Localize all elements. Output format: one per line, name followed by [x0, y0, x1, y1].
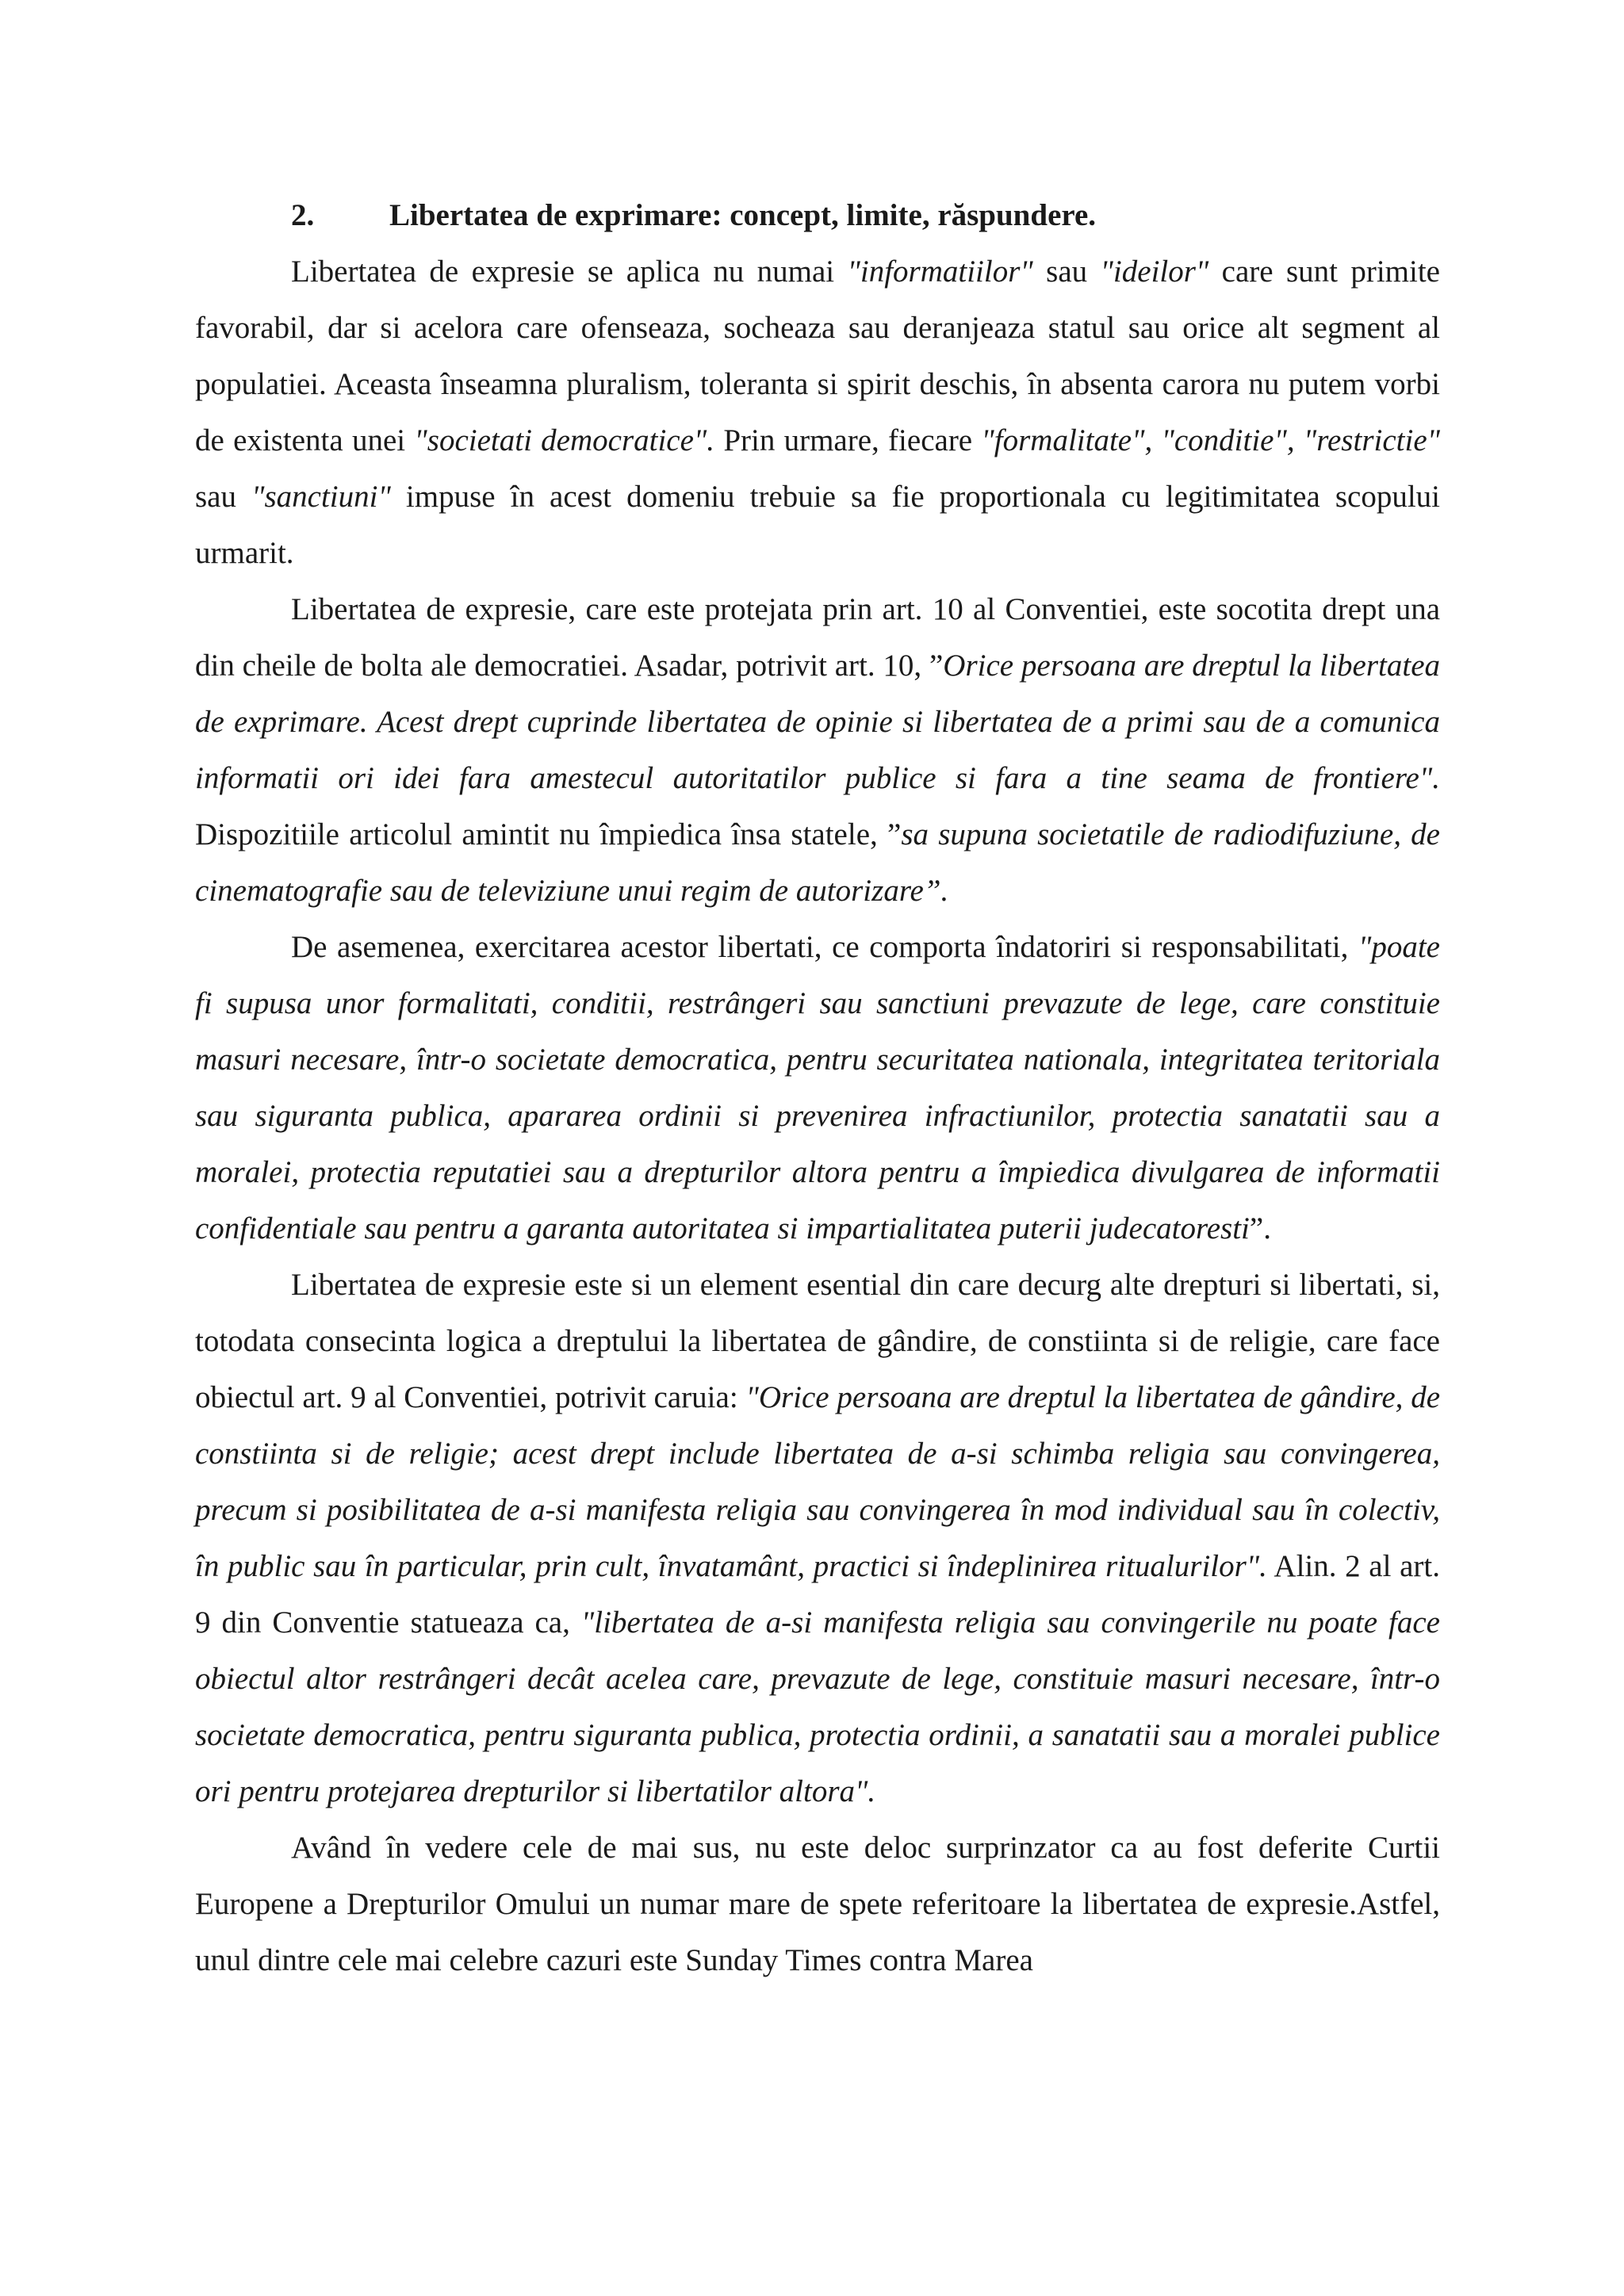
italic-run: "formalitate", "conditie", "restrictie": [981, 423, 1441, 457]
paragraph-1: [195, 243, 1440, 581]
text-run: Alin. 2 al art. 9 din Conventie statueaza ca,: [195, 1549, 1440, 1640]
italic-run: "societati democratice".: [414, 423, 715, 457]
italic-run: "informatiilor": [847, 254, 1033, 289]
text-run: Libertatea de expresie, care este protejata prin art. 10 al Conventiei, este socotita drept una din cheile de bolta ale democratiei. Asadar, potrivit art. 10, ”: [195, 592, 1440, 683]
text-run: care sunt primite favorabil, dar si acelora care ofenseaza, socheaza sau deranjeaza statul sau orice alt segment al populatiei. Aceasta înseamna pluralism, toleranta si spirit deschis, în absenta carora nu putem vorbi de existenta unei: [195, 254, 1440, 457]
text-run: Libertatea de expresie este si un element esential din care decurg alte drepturi si libertati, si, totodata consecinta logica a dreptului la libertatea de gândire, de constiinta si de religie, care face obiectul art. 9 al Conventiei, potrivit caruia:: [195, 1268, 1440, 1414]
text-run: sau: [195, 480, 252, 514]
italic-run: Orice persoana are dreptul la libertatea de exprimare. Acest drept cuprinde libertatea de opinie si libertatea de a primi sau de a comunica informatii ori idei fara amestecul autoritatilor publice si fara a tine seama de frontiere".: [195, 649, 1441, 795]
italic-run: sa supuna societatile de radiodifuziune, de cinematografie sau de televiziune unui regim de autorizare”.: [195, 817, 1440, 908]
text-run: De asemenea, exercitarea acestor libertati, ce comporta îndatoriri si responsabilitati,: [291, 930, 1358, 964]
paragraph-2: [195, 581, 1440, 919]
section-heading: [195, 187, 1440, 243]
text-run: Libertatea de expresie se aplica nu numai: [291, 254, 848, 289]
italic-run: "Orice persoana are dreptul la libertatea de gândire, de constiinta si de religie; acest drept include libertatea de a-si schimba religia sau convingerea, precum si posibilitatea de a-si manifesta religia sau convingerea în mod individual sau în colectiv, în public sau în particular, prin cult, învatamânt, practici si îndeplinirea ritualurilor".: [195, 1380, 1440, 1583]
paragraph-4: [195, 1257, 1440, 1820]
text-run: sau: [1032, 254, 1101, 289]
paragraph-3: [195, 919, 1440, 1257]
italic-run: "sanctiuni": [251, 480, 391, 514]
text-run: Având în vedere cele de mai sus, nu este deloc surprinzator ca au fost deferite Curtii Europene a Drepturilor Omului un numar mare de spete referitoare la libertatea de expresie.Astfel, unul dintre cele mai celebre cazuri este Sunday Times contra Marea: [195, 1831, 1440, 1977]
text-run: impuse în acest domeniu trebuie sa fie proportionala cu legitimitatea scopului urmarit.: [195, 480, 1440, 570]
section-number: 2.: [291, 198, 315, 232]
italic-run: "ideilor": [1100, 254, 1209, 289]
italic-run: "poate fi supusa unor formalitati, conditii, restrângeri sau sanctiuni prevazute de lege, care constituie masuri necesare, într-o societate democratica, pentru securitatea nationala, integritatea teritoriala sau siguranta publica, apararea ordinii si prevenirea infractiunilor, protectia sanatatii sau a moralei, protectia reputatiei sau a drepturilor altora pentru a împiedica divulgarea de informatii confidentiale sau pentru a garanta autoritatea si impartialitatea puterii judecatoresti: [195, 930, 1440, 1246]
text-run: ”.: [1249, 1211, 1271, 1246]
paragraph-5: [195, 1820, 1440, 1988]
italic-run: "libertatea de a-si manifesta religia sau convingerile nu poate face obiectul altor restrângeri decât acelea care, prevazute de lege, constituie masuri necesare, într-o societate democratica, pentru siguranta publica, protectia ordinii, a sanatatii sau a moralei publice ori pentru protejarea drepturilor si libertatilor altora".: [195, 1605, 1440, 1808]
section-title: Libertatea de exprimare: concept, limite, răspundere.: [389, 198, 1097, 232]
text-run: Dispozitiile articolul amintit nu împiedica însa statele, ”: [195, 817, 902, 851]
document-body: [195, 187, 1440, 1988]
text-run: Prin urmare, fiecare: [714, 423, 982, 457]
